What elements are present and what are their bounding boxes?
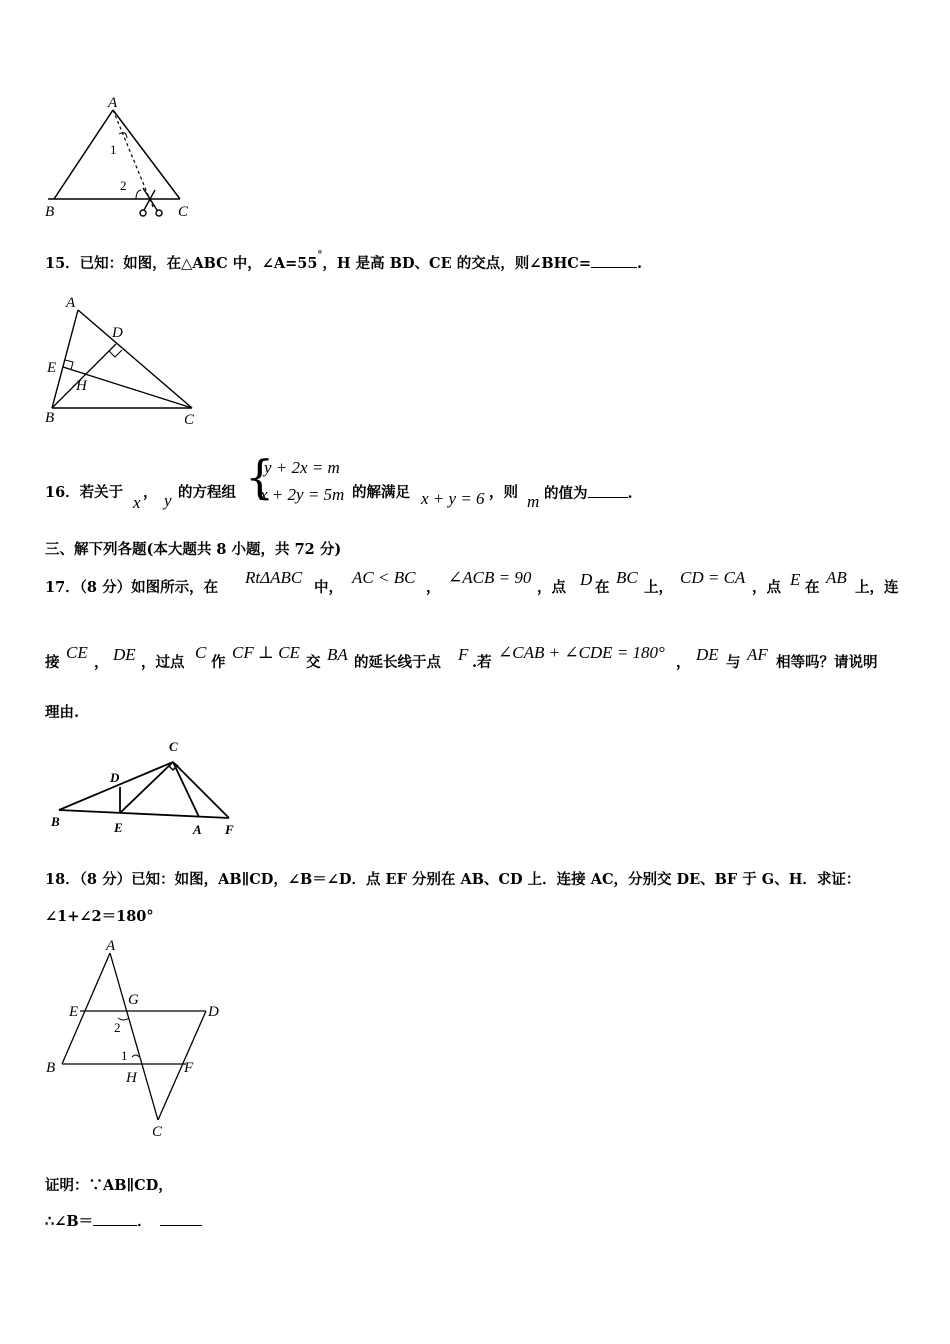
figure-q15 (40, 292, 210, 427)
q16-var-y: y (164, 491, 172, 510)
q17-cd-eq-ca: CD = CA (680, 568, 746, 587)
q16-equation-1: y + 2x = m (264, 458, 340, 477)
q17-zhong: 中， (314, 579, 343, 596)
q17-point-e: E (790, 570, 801, 589)
q18-line-2: ∠1+∠2＝180° (45, 908, 154, 925)
q17-rt-triangle: RtΔABC (245, 568, 303, 587)
fig15-altitude-bd (52, 344, 116, 408)
q17-zai-1: 在 (595, 579, 610, 596)
fig17-label-e: E (114, 820, 123, 835)
q16-condition-label: 的解满足 (352, 484, 410, 501)
fig15-label-a: A (66, 295, 76, 311)
q16-equation-2: x + 2y = 5m (260, 485, 345, 504)
q16-value-label: 的值为 . (544, 485, 633, 502)
figure-q18 (40, 936, 240, 1142)
q16-var-m: m (527, 492, 540, 511)
scissors-icon (140, 188, 162, 216)
fig18-label-d: D (208, 1004, 219, 1020)
fig14-label-c: C (178, 204, 189, 220)
fig15-side-ac (78, 310, 192, 408)
q17-segment-bc: BC (616, 568, 638, 587)
q15-text: 15．已知：如图，在△ABC 中，∠A=55°，H 是高 BD、CE 的交点，则∠BHC= . (45, 250, 643, 272)
fig17-label-b: B (51, 814, 60, 829)
fig18-segment-cd (158, 1011, 206, 1120)
q17-zai-2: 在 (805, 579, 820, 596)
figure-q17 (45, 736, 250, 841)
fig17-segment-ca (173, 762, 199, 817)
fig14-angle2-arc (136, 190, 141, 199)
q17-segment-ba: BA (327, 645, 348, 664)
q16-then: ，则 (489, 484, 518, 501)
fig14-label-angle2: 2 (120, 178, 127, 193)
q17-angle-acb: ∠ACB = 90 (448, 568, 532, 587)
fig18-label-angle2: 2 (114, 1020, 121, 1035)
fig18-label-c: C (152, 1124, 163, 1140)
fig14-cut-line (113, 110, 153, 207)
q17-reason: 理由. (45, 704, 80, 721)
fig14-label-angle1: 1 (110, 142, 117, 157)
q17-question: 相等吗？请说明 (776, 654, 878, 671)
fig18-label-f: F (184, 1060, 194, 1076)
q17-point-d: D (580, 570, 593, 589)
q17-segment-de: DE (113, 645, 136, 664)
q17-guo: ，过点 (141, 654, 185, 671)
fig14-label-a: A (108, 95, 118, 111)
q17-yu: 与 (726, 654, 741, 671)
q15-answer-blank[interactable] (591, 253, 637, 268)
fig18-label-b: B (46, 1060, 56, 1076)
fig17-segment-cf (173, 762, 229, 818)
q17-shang-1: 上， (644, 579, 673, 596)
q17-number: 17．（8 分）如图所示，在 (45, 579, 219, 596)
q17-jiao: 交 (306, 654, 321, 671)
q16-system-brace: { (245, 450, 275, 504)
fig15-label-b: B (45, 410, 55, 426)
fig15-label-c: C (184, 412, 195, 427)
fig17-segment-ce (120, 762, 173, 813)
fig18-label-e: E (69, 1004, 79, 1020)
q17-segment-af: AF (747, 645, 768, 664)
fig15-label-e: E (47, 360, 57, 376)
fig18-label-h: H (126, 1070, 137, 1086)
fig17-label-d: D (110, 770, 120, 785)
proof-blank-1[interactable] (93, 1211, 137, 1226)
fig18-angle1-arc (132, 1055, 139, 1057)
q16-intro: 16．若关于 (45, 484, 124, 501)
fig14-label-b: B (45, 204, 55, 220)
proof-line-1: 证明：∵AB∥CD， (45, 1177, 173, 1194)
fig18-label-angle1: 1 (121, 1048, 128, 1063)
q17-point-2: ，点 (752, 579, 781, 596)
fig18-label-a: A (106, 938, 116, 954)
q16-condition: x + y = 6 (421, 489, 485, 508)
q17-cf-perp-ce: CF ⊥ CE (232, 643, 300, 662)
fig14-side-ab (54, 110, 113, 199)
q17-segment-ab: AB (826, 568, 847, 587)
q17-jie: 接 (45, 654, 60, 671)
q17-point-c: C (195, 643, 207, 662)
q17-comma-2: ， (94, 654, 109, 671)
proof-blank-2[interactable] (160, 1211, 202, 1226)
q16-comma: ， (143, 484, 158, 501)
q17-ruo: .若 (472, 654, 492, 671)
fig18-label-g: G (128, 992, 139, 1008)
q17-segment-de-2: DE (696, 645, 719, 664)
q17-shang-2: 上，连 (855, 579, 899, 596)
section-3-title: 三、解下列各题(本大题共 8 小题，共 72 分) (45, 541, 342, 558)
fig15-label-h: H (76, 378, 87, 394)
fig17-segment-bf (59, 810, 229, 818)
q16-answer-blank[interactable] (588, 483, 628, 498)
fig15-label-d: D (112, 325, 123, 341)
figure-q14 (40, 92, 200, 222)
q17-point-1: ，点 (537, 579, 566, 596)
fig15-side-ab (52, 310, 78, 408)
q17-comma-1: ， (426, 579, 441, 596)
q17-point-f: F (458, 645, 469, 664)
fig17-label-a: A (193, 822, 202, 837)
q16-var-x: x (133, 493, 141, 512)
proof-line-2: ∴∠B＝ ． (45, 1211, 202, 1232)
q17-ac-lt-bc: AC < BC (352, 568, 416, 587)
q17-segment-ce: CE (66, 643, 88, 662)
q17-angle-sum: ∠CAB + ∠CDE = 180° (498, 643, 665, 662)
q16-system-label: 的方程组 (178, 484, 236, 501)
fig17-label-c: C (169, 739, 178, 754)
fig17-label-f: F (225, 822, 234, 837)
fig15-right-angle-d (109, 350, 122, 357)
q17-extension: 的延长线于点 (354, 654, 441, 671)
q18-line-1: 18．（8 分）已知：如图，AB∥CD，∠B＝∠D．点 EF 分别在 AB、CD 上．连接 AC，分别交 DE、BF 于 G、H．求证： (45, 871, 861, 888)
q17-zuo: 作 (211, 654, 226, 671)
q17-comma-3: ， (676, 654, 691, 671)
fig18-segment-ac (110, 953, 158, 1120)
